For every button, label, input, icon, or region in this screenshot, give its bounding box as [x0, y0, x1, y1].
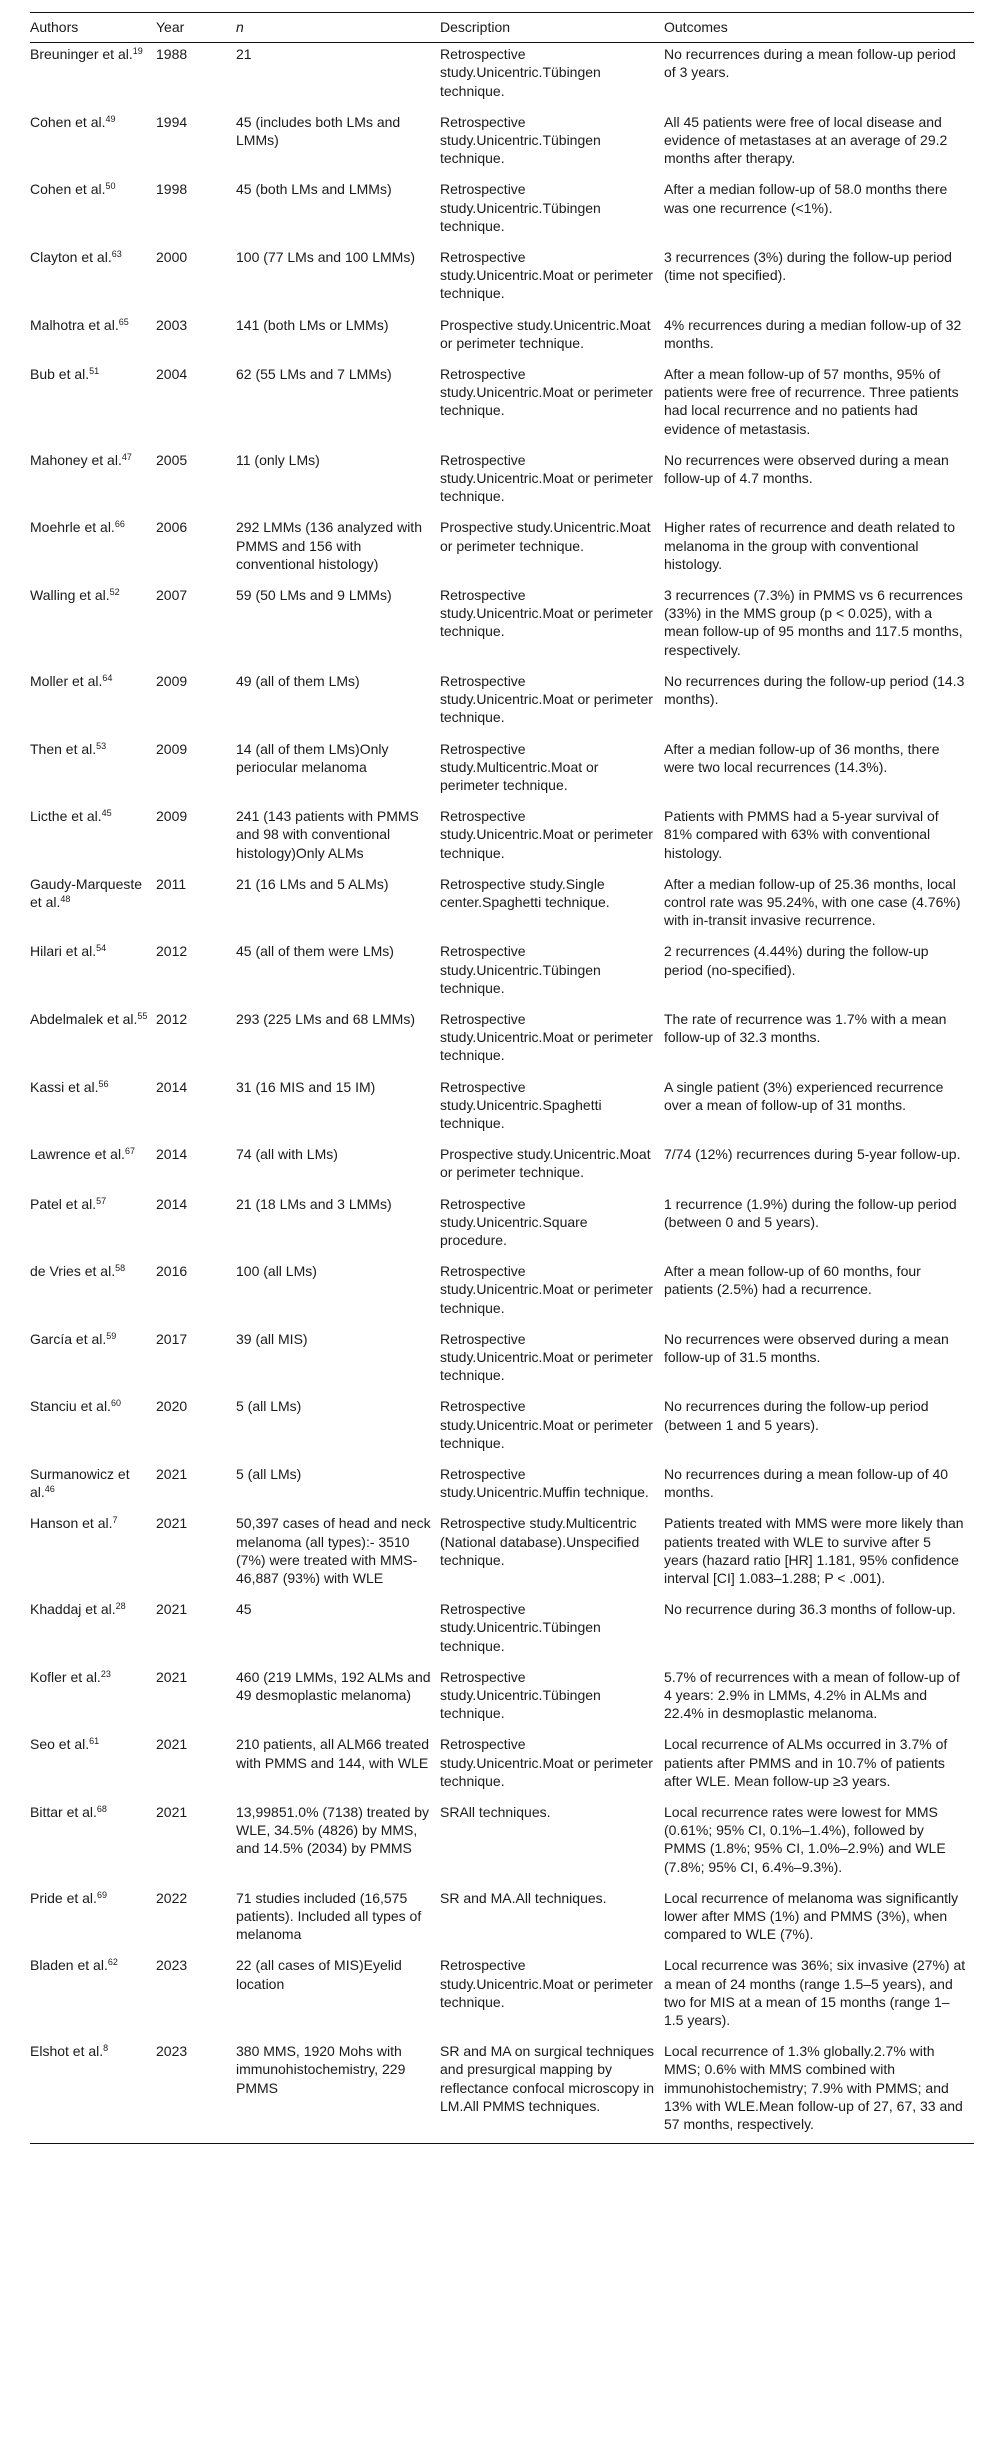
table-row — [30, 1956, 974, 2042]
cell-n: 49 (all of them LMs) — [236, 672, 360, 689]
cell-year: 2009 — [156, 672, 188, 689]
cell-description: Retrospective study.Unicentric.Moat or perimeter technique. — [440, 1398, 653, 1451]
table-row — [30, 1078, 974, 1146]
cell-year: 2009 — [156, 740, 188, 757]
cell-year: 1988 — [156, 46, 188, 63]
cell-outcomes: The rate of recurrence was 1.7% with a mean follow-up of 32.3 months. — [664, 1010, 947, 1046]
table-row — [30, 1195, 974, 1263]
cell-author — [30, 451, 156, 519]
cell-author — [30, 365, 156, 451]
cell-n: 293 (225 LMs and 68 LMMs) — [236, 1010, 415, 1027]
table-row — [30, 180, 974, 248]
cell-year: 2017 — [156, 1330, 188, 1347]
table-row — [30, 1145, 974, 1194]
cell-description: Retrospective study.Unicentric.Moat or perimeter technique. — [440, 1263, 653, 1316]
table-row — [30, 672, 974, 740]
cell-author — [30, 1956, 156, 2042]
reference-number: 19 — [132, 46, 143, 57]
table-body — [30, 43, 974, 2144]
table-row — [30, 740, 974, 808]
cell-year: 2021 — [156, 1466, 188, 1482]
author-name: Patel et al. — [30, 1195, 97, 1212]
cell-n: 210 patients, all ALM66 treated with PMMS and 144, with WLE — [236, 1736, 430, 1771]
cell-description: Retrospective study.Multicentric (National database).Unspecified technique. — [440, 1515, 640, 1568]
cell-author — [30, 1735, 156, 1803]
reference-number: 66 — [114, 519, 125, 530]
cell-year: 2003 — [156, 316, 188, 333]
table-row — [30, 1600, 974, 1668]
reference-number: 59 — [106, 1330, 117, 1341]
cell-year: 2012 — [156, 1010, 188, 1027]
cell-year: 1998 — [156, 181, 188, 198]
cell-description: Retrospective study.Unicentric.Square procedure. — [440, 1195, 588, 1248]
author-name: Licthe et al. — [30, 808, 102, 825]
reference-number: 7 — [112, 1515, 118, 1526]
author-name: Bladen et al. — [30, 1957, 108, 1974]
cell-outcomes: No recurrence during 36.3 months of follow-up. — [664, 1601, 956, 1618]
reference-number: 62 — [107, 1957, 118, 1968]
cell-n: 241 (143 patients with PMMS and 98 with conventional histology)Only ALMs — [236, 808, 419, 861]
author-name: Moehrle et al. — [30, 519, 115, 536]
cell-year: 2021 — [156, 1515, 188, 1532]
cell-year: 2021 — [156, 1804, 188, 1821]
cell-n: 21 (16 LMs and 5 ALMs) — [236, 875, 389, 892]
table-row — [30, 875, 974, 943]
cell-description: Retrospective study.Multicentric.Moat or perimeter technique. — [440, 740, 599, 793]
reference-number: 51 — [89, 366, 100, 377]
author-name: Gaudy-Marqueste et al. — [30, 875, 143, 910]
author-name: Stanciu et al. — [30, 1398, 111, 1415]
reference-number: 53 — [96, 740, 107, 751]
cell-year: 2006 — [156, 519, 188, 536]
author-name: Seo et al. — [30, 1736, 90, 1753]
cell-description: Retrospective study.Unicentric.Moat or perimeter technique. — [440, 1330, 653, 1384]
cell-year: 2020 — [156, 1398, 188, 1415]
cell-outcomes: Local recurrence of 1.3% globally.2.7% with MMS; 0.6% with MMS combined with immunohistochemistry; 7.9% with PMMS; and 13% with WLE.Mean follow-up of 27, 67, 33 and 57 months, respectively. — [664, 2042, 974, 2144]
cell-n: 21 — [236, 46, 252, 63]
cell-n: 62 (55 LMs and 7 LMMs) — [236, 366, 392, 383]
author-name: Then et al. — [30, 740, 97, 757]
table-row — [30, 113, 974, 181]
reference-number: 54 — [96, 943, 107, 954]
cell-author — [30, 180, 156, 248]
cell-year: 2009 — [156, 808, 188, 825]
cell-year: 2016 — [156, 1263, 188, 1280]
table-row — [30, 1668, 974, 1736]
cell-author — [30, 113, 156, 181]
cell-description: Retrospective study.Unicentric.Tübingen technique. — [440, 113, 601, 167]
cell-n: 45 — [236, 1601, 252, 1618]
cell-outcomes: 2 recurrences (4.44%) during the follow-up period (no-specified). — [664, 943, 929, 978]
author-name: Walling et al. — [30, 587, 110, 604]
cell-description: SR and MA.All techniques. — [440, 1889, 607, 1906]
cell-outcomes: After a mean follow-up of 60 months, four patients (2.5%) had a recurrence. — [664, 1263, 921, 1298]
cell-author — [30, 1803, 156, 1889]
cell-outcomes: 1 recurrence (1.9%) during the follow-up period (between 0 and 5 years). — [664, 1195, 957, 1230]
cell-description: Retrospective study.Unicentric.Tübingen technique. — [440, 46, 601, 99]
table-row — [30, 2042, 974, 2144]
cell-description: Prospective study.Unicentric.Moat or perimeter technique. — [440, 316, 651, 351]
cell-year: 2012 — [156, 943, 188, 960]
cell-description: Retrospective study.Unicentric.Moat or perimeter technique. — [440, 249, 653, 302]
cell-n: 380 MMS, 1920 Mohs with immunohistochemistry, 229 PMMS — [236, 2042, 440, 2144]
cell-n: 74 (all with LMs) — [236, 1146, 338, 1163]
reference-number: 65 — [118, 316, 129, 327]
cell-outcomes: No recurrences during the follow-up period (14.3 months). — [664, 672, 965, 708]
cell-n: 71 studies included (16,575 patients). Included all types of melanoma — [236, 1889, 422, 1943]
cell-year: 2007 — [156, 587, 188, 604]
cell-author — [30, 1330, 156, 1398]
cell-year: 2000 — [156, 249, 188, 266]
table-row — [30, 1735, 974, 1803]
cell-year: 2023 — [156, 1957, 188, 1974]
cell-author — [30, 518, 156, 586]
cell-description: SR and MA on surgical techniques and presurgical mapping by reflectance confocal microscopy in LM.All PMMS techniques. — [440, 2042, 664, 2144]
cell-description: Retrospective study.Unicentric.Moat or perimeter technique. — [440, 1957, 653, 2010]
cell-n: 5 (all LMs) — [236, 1398, 302, 1415]
cell-author — [30, 316, 156, 365]
cell-author — [30, 1465, 156, 1514]
cell-description: Retrospective study.Unicentric.Moat or perimeter technique. — [440, 587, 653, 640]
cell-outcomes: Local recurrence rates were lowest for MMS (0.61%; 95% CI, 0.1%–1.4%), followed by PMMS (1.8%; 95% CI, 1.0%–2.9%) and WLE (7.8%; 95% CI, 6.4%–9.3%). — [664, 1804, 946, 1875]
author-name: Abdelmalek et al. — [30, 1010, 138, 1027]
cell-outcomes: After a mean follow-up of 57 months, 95% of patients were free of recurrence. Three patients had local recurrence and no patients had evidence of metastasis. — [664, 366, 959, 437]
cell-author — [30, 1145, 156, 1194]
reference-number: 68 — [96, 1804, 107, 1815]
cell-year: 2005 — [156, 451, 188, 468]
cell-author — [30, 1010, 156, 1078]
cell-author — [30, 875, 156, 943]
table-row — [30, 586, 974, 672]
table-row — [30, 1514, 974, 1600]
cell-author — [30, 1889, 156, 1957]
cell-n: 5 (all LMs) — [236, 1466, 302, 1482]
reference-number: 63 — [111, 249, 122, 260]
author-name: García et al. — [30, 1330, 107, 1347]
table-row — [30, 1262, 974, 1330]
cell-author — [30, 248, 156, 316]
table-row — [30, 1330, 974, 1398]
cell-description: Retrospective study.Unicentric.Tübingen technique. — [440, 181, 601, 234]
cell-description: Retrospective study.Unicentric.Moat or perimeter technique. — [440, 1736, 653, 1789]
reference-number: 57 — [96, 1195, 107, 1206]
cell-year: 2014 — [156, 1078, 188, 1095]
table-row — [30, 518, 974, 586]
cell-outcomes: After a median follow-up of 36 months, there were two local recurrences (14.3%). — [664, 740, 940, 775]
header-description: Description — [440, 13, 664, 43]
author-name: Kassi et al. — [30, 1078, 99, 1095]
author-name: Surmanowicz et al. — [30, 1466, 130, 1501]
cell-year: 2021 — [156, 1736, 188, 1753]
cell-author — [30, 1262, 156, 1330]
cell-outcomes: No recurrences during a mean follow-up of 40 months. — [664, 1466, 949, 1501]
author-name: de Vries et al. — [30, 1263, 116, 1280]
cell-author — [30, 807, 156, 875]
cell-description: Retrospective study.Unicentric.Moat or perimeter technique. — [440, 1010, 653, 1064]
cell-year: 2004 — [156, 366, 188, 383]
reference-number: 67 — [124, 1146, 135, 1157]
cell-year: 2014 — [156, 1146, 188, 1163]
reference-number: 55 — [137, 1010, 148, 1021]
table-row — [30, 942, 974, 1010]
author-name: Pride et al. — [30, 1889, 97, 1906]
cell-author — [30, 1514, 156, 1600]
table-row — [30, 1010, 974, 1078]
cell-outcomes: 4% recurrences during a median follow-up of 32 months. — [664, 316, 962, 351]
author-name: Clayton et al. — [30, 249, 112, 266]
author-name: Elshot et al. — [30, 2043, 104, 2060]
author-name: Kofler et al. — [30, 1668, 101, 1685]
reference-number: 69 — [96, 1889, 107, 1900]
cell-outcomes: No recurrences were observed during a mean follow-up of 31.5 months. — [664, 1330, 949, 1365]
cell-n: 31 (16 MIS and 15 IM) — [236, 1078, 376, 1095]
cell-description: Prospective study.Unicentric.Moat or perimeter technique. — [440, 519, 651, 554]
table-header — [30, 13, 974, 43]
cell-outcomes: No recurrences during a mean follow-up period of 3 years. — [664, 46, 956, 81]
cell-n: 39 (all MIS) — [236, 1330, 308, 1347]
author-name: Bittar et al. — [30, 1804, 97, 1821]
table-row — [30, 248, 974, 316]
reference-number: 47 — [121, 451, 132, 462]
cell-n: 460 (219 LMMs, 192 ALMs and 49 desmoplastic melanoma) — [236, 1668, 431, 1704]
cell-outcomes: Patients treated with MMS were more likely than patients treated with WLE to survive after 5 years (hazard ratio [HR] 1.181, 95% confidence interval [CI] 1.083–1.288; P < .001). — [664, 1515, 964, 1587]
cell-n: 14 (all of them LMs)Only periocular melanoma — [236, 740, 389, 775]
cell-n: 59 (50 LMs and 9 LMMs) — [236, 587, 392, 604]
reference-number: 50 — [105, 181, 116, 192]
cell-n: 50,397 cases of head and neck melanoma (all types):- 3510 (7%) were treated with MMS- 46,887 (93%) with WLE — [236, 1515, 431, 1587]
reference-number: 56 — [98, 1078, 109, 1089]
author-name: Cohen et al. — [30, 181, 106, 198]
header-row — [30, 13, 974, 43]
table-row — [30, 1889, 974, 1957]
cell-outcomes: No recurrences during the follow-up period (between 1 and 5 years). — [664, 1398, 929, 1433]
reference-number: 28 — [115, 1601, 126, 1612]
table-row — [30, 1397, 974, 1465]
author-name: Moller et al. — [30, 672, 103, 689]
cell-description: Retrospective study.Single center.Spaghetti technique. — [440, 875, 610, 910]
cell-description: Retrospective study.Unicentric.Tübingen technique. — [440, 1668, 601, 1722]
reference-number: 64 — [102, 672, 113, 683]
cell-n: 45 (both LMs and LMMs) — [236, 181, 392, 198]
cell-author — [30, 2042, 156, 2144]
cell-n: 45 (includes both LMs and LMMs) — [236, 113, 401, 149]
cell-outcomes: Local recurrence of melanoma was significantly lower after MMS (1%) and PMMS (3%), when compared to WLE (7%). — [664, 1889, 959, 1943]
header-n: n — [236, 13, 440, 43]
reference-number: 58 — [115, 1263, 126, 1274]
cell-outcomes: 3 recurrences (3%) during the follow-up period (time not specified). — [664, 249, 952, 284]
cell-description: Retrospective study.Unicentric.Tübingen technique. — [440, 943, 601, 996]
cell-year: 1994 — [156, 113, 188, 130]
header-authors: Authors — [30, 13, 156, 43]
cell-description: Retrospective study.Unicentric.Moat or perimeter technique. — [440, 808, 653, 861]
reference-number: 48 — [60, 893, 71, 904]
cell-outcomes: Local recurrence of ALMs occurred in 3.7% of patients after PMMS and in 10.7% of patients after WLE. Mean follow-up ≥3 years. — [664, 1736, 948, 1789]
reference-number: 60 — [110, 1398, 121, 1409]
cell-author — [30, 1600, 156, 1668]
author-name: Lawrence et al. — [30, 1146, 125, 1163]
reference-number: 8 — [103, 2043, 109, 2054]
cell-description: Retrospective study.Unicentric.Moat or perimeter technique. — [440, 672, 653, 726]
cell-n: 100 (77 LMs and 100 LMMs) — [236, 249, 415, 266]
cell-n: 100 (all LMs) — [236, 1263, 317, 1280]
cell-year: 2022 — [156, 1889, 188, 1906]
cell-n: 45 (all of them were LMs) — [236, 943, 394, 960]
cell-n: 141 (both LMs or LMMs) — [236, 316, 389, 333]
reference-number: 52 — [109, 587, 120, 598]
table-row — [30, 365, 974, 451]
table-row — [30, 1803, 974, 1889]
cell-n: 292 LMMs (136 analyzed with PMMS and 156 with conventional histology) — [236, 519, 422, 572]
cell-author — [30, 740, 156, 808]
cell-year: 2021 — [156, 1601, 188, 1618]
cell-outcomes: All 45 patients were free of local disease and evidence of metastases at an average of 29.2 months after therapy. — [664, 113, 948, 167]
cell-outcomes: A single patient (3%) experienced recurrence over a mean of follow-up of 31 months. — [664, 1078, 944, 1113]
author-name: Malhotra et al. — [30, 316, 119, 333]
cell-year: 2014 — [156, 1195, 188, 1212]
reference-number: 49 — [105, 113, 116, 124]
reference-number: 23 — [100, 1668, 111, 1679]
cell-outcomes: Local recurrence was 36%; six invasive (27%) at a mean of 24 months (range 1.5–5 years), and two for MIS at a mean of 15 months (range 1–1.5 years). — [664, 1957, 966, 2029]
author-name: Khaddaj et al. — [30, 1601, 116, 1618]
studies-table — [30, 12, 974, 2144]
reference-number: 45 — [101, 808, 112, 819]
table-row — [30, 43, 974, 113]
cell-description: Retrospective study.Unicentric.Spaghetti technique. — [440, 1078, 602, 1131]
author-name: Bub et al. — [30, 366, 90, 383]
cell-author — [30, 1195, 156, 1263]
cell-author — [30, 1397, 156, 1465]
cell-description: Retrospective study.Unicentric.Moat or perimeter technique. — [440, 366, 653, 419]
cell-year: 2021 — [156, 1668, 188, 1685]
author-name: Breuninger et al. — [30, 46, 133, 63]
cell-author — [30, 672, 156, 740]
cell-outcomes: Patients with PMMS had a 5-year survival of 81% compared with 63% with conventional histology. — [664, 808, 939, 861]
cell-author — [30, 942, 156, 1010]
reference-number: 46 — [44, 1484, 55, 1495]
cell-author — [30, 586, 156, 672]
table-row — [30, 807, 974, 875]
cell-n: 11 (only LMs) — [236, 451, 320, 468]
cell-description: Prospective study.Unicentric.Moat or perimeter technique. — [440, 1146, 651, 1181]
cell-n: 22 (all cases of MIS)Eyelid location — [236, 1957, 402, 1992]
cell-outcomes: After a median follow-up of 58.0 months there was one recurrence (<1%). — [664, 181, 948, 216]
cell-author — [30, 1078, 156, 1146]
cell-outcomes: After a median follow-up of 25.36 months, local control rate was 95.24%, with one case (4.76%) with in-transit invasive recurrence. — [664, 875, 961, 929]
cell-outcomes: No recurrences were observed during a mean follow-up of 4.7 months. — [664, 451, 949, 487]
cell-description: SRAll techniques. — [440, 1804, 551, 1821]
author-name: Cohen et al. — [30, 113, 106, 130]
cell-year: 2011 — [156, 875, 187, 892]
table-row — [30, 451, 974, 519]
author-name: Hilari et al. — [30, 943, 97, 960]
cell-outcomes: Higher rates of recurrence and death related to melanoma in the group with conventional histology. — [664, 519, 956, 572]
cell-description: Retrospective study.Unicentric.Muffin technique. — [440, 1466, 649, 1501]
table-row — [30, 316, 974, 365]
cell-outcomes: 3 recurrences (7.3%) in PMMS vs 6 recurrences (33%) in the MMS group (p < 0.025), with a mean follow-up of 95 months and 117.5 months, respectively. — [664, 587, 963, 658]
cell-description: Retrospective study.Unicentric.Tübingen technique. — [440, 1601, 601, 1654]
cell-author — [30, 43, 156, 113]
cell-outcomes: 7/74 (12%) recurrences during 5-year follow-up. — [664, 1146, 961, 1163]
cell-author — [30, 1668, 156, 1736]
author-name: Mahoney et al. — [30, 451, 122, 468]
reference-number: 61 — [89, 1736, 100, 1747]
table-row — [30, 1465, 974, 1514]
cell-n: 13,99851.0% (7138) treated by WLE, 34.5% (4826) by MMS, and 14.5% (2034) by PMMS — [236, 1804, 430, 1857]
cell-n: 21 (18 LMs and 3 LMMs) — [236, 1195, 392, 1212]
cell-outcomes: 5.7% of recurrences with a mean of follow-up of 4 years: 2.9% in LMMs, 4.2% in ALMs and 22.4% in desmoplastic melanoma. — [664, 1668, 960, 1722]
cell-year: 2023 — [156, 2042, 236, 2144]
author-name: Hanson et al. — [30, 1515, 113, 1532]
header-year: Year — [156, 13, 236, 43]
header-outcomes: Outcomes — [664, 13, 974, 43]
cell-description: Retrospective study.Unicentric.Moat or perimeter technique. — [440, 451, 653, 505]
